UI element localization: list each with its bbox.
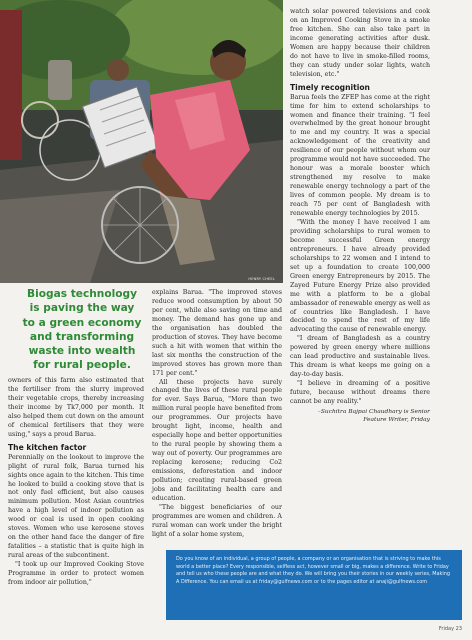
making-a-difference-callout: Do you know of an individual, a group of people, a company or an organisation that is striving to make this world a better place? Every responsible, selfless act, however small or big, makes a difference. Write to Friday and tell us who these people are and what they do. We will bring you their stories in our weekly series, Making A Difference. You can email us at friday@gulfnews.com or to the pages editor at anaji@gulfnews.com: [166, 550, 462, 620]
author-credit-line: Feature Writer, Friday: [363, 417, 430, 424]
article-column-2: [152, 289, 282, 540]
paragraph: Perennially on the lookout to improve the plight of rural folk, Barua turned his sights once again to the kitchen. This time he looked to build a cooking stove that is not only fuel efficient, but also causes minimum pollution. Most Asian countries have a high level of indoor pollution as wood or coal is used in open cooking stoves. Women who use kerosene stoves on the other hand face the danger of fire fatalities – a statistic that is quite high in rural areas of the subcontinent.: [8, 453, 144, 560]
article-photo: [0, 0, 283, 283]
paragraph: explains Barua. "The improved stoves reduce wood consumption by about 50 per cent, while also saving on time and money. The demand has gone up and the organisation has doubled the production of stoves. They have become such a hit with women that within the last six months the construction of the improved stoves has grown more than 171 per cent.": [152, 289, 282, 377]
article-column-3: [290, 8, 430, 425]
paragraph: watch solar powered televisions and cook on an Improved Cooking Stove in a smoke free kitchen. She can also take part in income generating activities after dusk. Women are happy because their children do not have to live in smoke-filled rooms, they can study under solar lights, watch television, etc.": [290, 8, 430, 78]
author-credit: [290, 408, 430, 425]
paragraph: "The biggest beneficiaries of our programmes are women and children. A rural woman can work under the bright light of a solar home system,: [152, 503, 282, 538]
rickshaw-photo-illustration: [0, 0, 283, 283]
section-heading-timely-recognition: Timely recognition: [290, 82, 370, 92]
page-footer: Friday 23: [438, 626, 462, 632]
author-credit-line: –Suchitra Bajpai Chaudhary is Senior: [317, 408, 430, 415]
pull-quote: Biogas technology is paving the way to a green economy and transforming waste into wealth for rural people.: [22, 288, 142, 372]
paragraph: "I took up our Improved Cooking Stove Programme in order to protect women from indoor air pollution,": [8, 561, 144, 587]
paragraph: "With the money I have received I am providing scholarships to rural women to become successful Green energy entrepreneurs. I have already provided scholarships to 22 women and I intend to set up a foundation to create 100,000 Green energy Entrepreneurs by 2015. The Zayed Future Energy Prize also provided me with a platform to be a global ambassador of renewable energy as well as of countries like Bangladesh. I have decided to spend the rest of my life advocating the cause of renewable energy.: [290, 218, 430, 334]
section-heading-kitchen-factor: The kitchen factor: [8, 442, 87, 452]
photo-credit: HENRY CHEEL: [248, 277, 275, 281]
paragraph: "I dream of Bangladesh as a country powered by green energy where millions can lead productive and sustainable lives. This dream is what keeps me going on a day-to-day basis.: [290, 335, 430, 379]
paragraph: All these projects have surely changed the lives of these rural people for ever. Says Barua, "More than two million rural people have benefited from our programmes. Our projects have brought light, income, health and especially hope and better opportunities to the rural people by showing them a way out of poverty. Our programmes are replacing kerosene; reducing Co2 emissions, deforestation and indoor pollution; creating rural-based green jobs and facilitating health care and education.: [152, 378, 282, 502]
paragraph: Barua feels the ZFEP has come at the right time for him to extend scholarships to women and finance their training. "I feel overwhelmed by the great honour brought to me and my country. It was a special acknowledgement of the creativity and resilience of our people without whom our programme would not have succeeded. The honour was a morale booster which strengthened my resolve to make renewable energy technology a part of the lives of common people. My dream is to reach 75 per cent of Bangladesh with renewable energy technologies by 2015.: [290, 93, 430, 218]
article-column-1: [8, 377, 144, 588]
paragraph: owners of this farm also estimated that the fertiliser from the slurry improved their vegetable crops, thereby increasing their income by Tk7,000 per month. It also helped them cut down on the amount of chemical fertilisers that they were using," says a proud Barua.: [8, 377, 144, 438]
paragraph: "I believe in dreaming of a positive future, because without dreams there cannot be any reality.": [290, 380, 430, 406]
